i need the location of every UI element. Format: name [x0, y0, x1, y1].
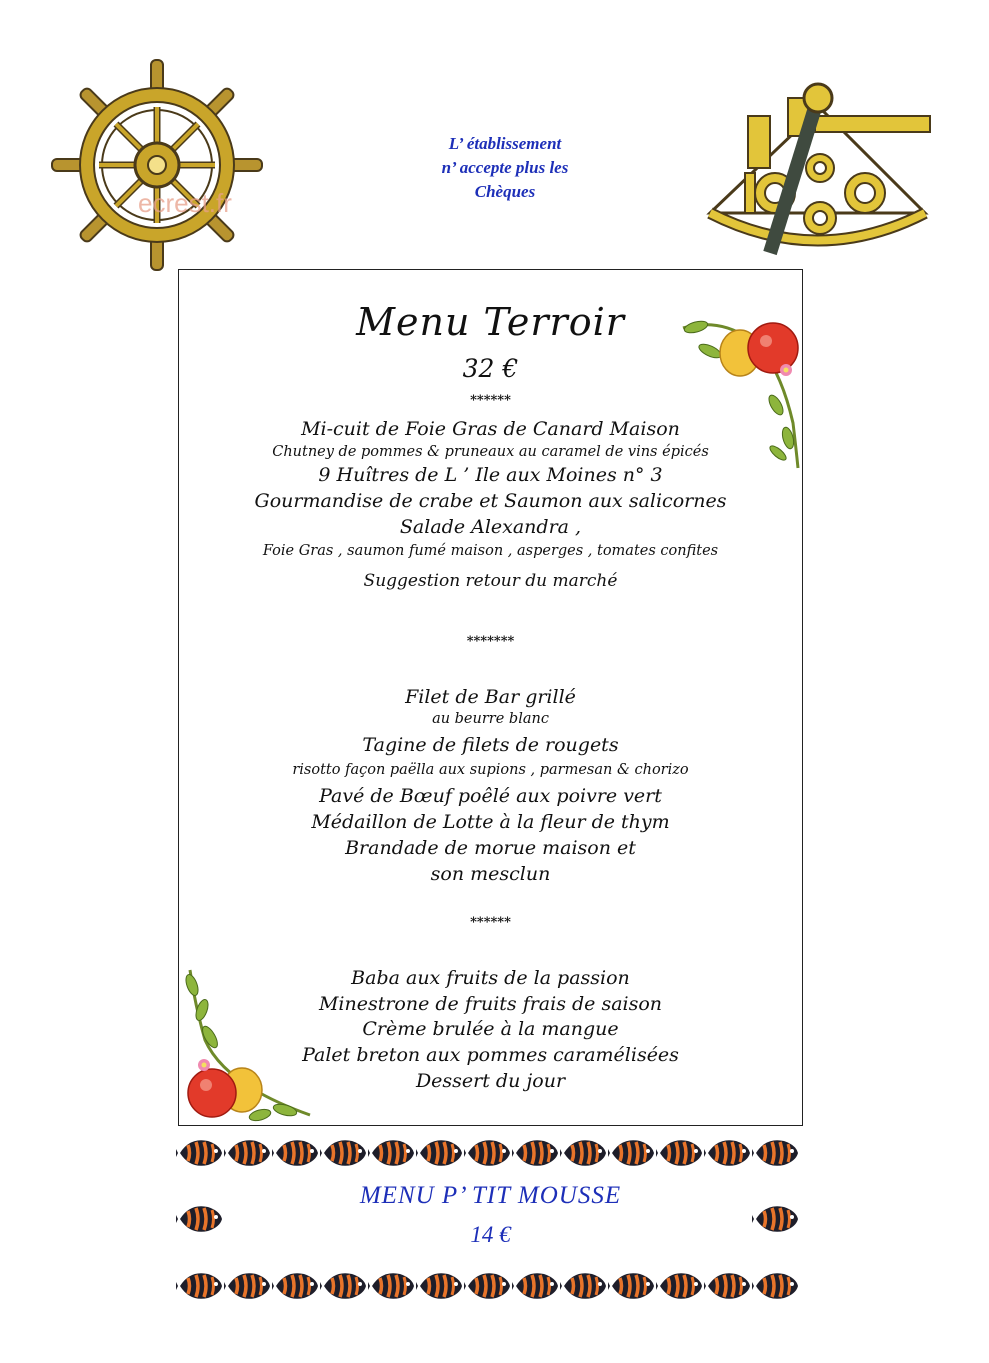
kids-menu-price: 14 €: [470, 1222, 511, 1247]
tropical-fish-icon: [656, 1268, 704, 1304]
tropical-fish-icon: [704, 1268, 752, 1304]
tropical-fish-icon: [560, 1135, 608, 1171]
tropical-fish-icon: [656, 1135, 704, 1171]
main-description: risotto façon paëlla aux supions , parmesan & chorizo: [292, 762, 689, 778]
main-item: son mesclun: [430, 863, 551, 885]
fish-border-top: [176, 1135, 800, 1171]
notice-line-3: Chèques: [474, 182, 536, 201]
starter-item: Mi-cuit de Foie Gras de Canard Maison: [301, 418, 680, 440]
tropical-fish-icon: [512, 1268, 560, 1304]
watermark: ecrest.fr: [138, 188, 232, 218]
tropical-fish-icon: [464, 1135, 512, 1171]
tropical-fish-icon: [416, 1268, 464, 1304]
kids-menu-title: MENU P’ TIT MOUSSE: [359, 1182, 622, 1209]
notice-line-1: L’ établissement: [448, 134, 562, 153]
main-item: Brandade de morue maison et: [345, 837, 636, 859]
main-item: Médaillon de Lotte à la fleur de thym: [311, 811, 670, 833]
tropical-fish-icon: [272, 1268, 320, 1304]
tropical-fish-icon: [704, 1135, 752, 1171]
starter-item: Salade Alexandra ,: [399, 516, 582, 538]
tropical-fish-icon: [368, 1135, 416, 1171]
tropical-fish-icon: [608, 1268, 656, 1304]
dessert-item: Baba aux fruits de la passion: [351, 967, 630, 989]
tropical-fish-icon: [464, 1268, 512, 1304]
separator: *******: [466, 634, 515, 649]
tropical-fish-icon: [176, 1268, 224, 1304]
dessert-item: Palet breton aux pommes caramélisées: [302, 1044, 679, 1066]
tropical-fish-icon: [272, 1135, 320, 1171]
notice-line-2: n’ accepte plus les: [441, 158, 569, 177]
starter-item: Suggestion retour du marché: [363, 571, 618, 591]
tropical-fish-icon: [560, 1268, 608, 1304]
payment-notice: [380, 132, 630, 204]
main-item: Filet de Bar grillé: [405, 686, 576, 708]
main-item: Tagine de filets de rougets: [362, 734, 619, 756]
dessert-item: Crème brulée à la mangue: [362, 1018, 619, 1040]
starter-item: Gourmandise de crabe et Saumon aux salicornes: [254, 490, 727, 512]
tropical-fish-icon: [224, 1135, 272, 1171]
sextant-icon: [700, 78, 935, 268]
tropical-fish-icon: [512, 1135, 560, 1171]
tropical-fish-icon: [320, 1135, 368, 1171]
main-item: Pavé de Bœuf poêlé aux poivre vert: [319, 785, 662, 807]
dessert-item: Minestrone de fruits frais de saison: [318, 993, 663, 1015]
main-description: au beurre blanc: [432, 711, 549, 727]
tropical-fish-icon: [320, 1268, 368, 1304]
dessert-item: Dessert du jour: [415, 1070, 566, 1092]
separator: ******: [470, 393, 511, 408]
fish-border-bottom: [176, 1268, 800, 1304]
tropical-fish-icon: [368, 1268, 416, 1304]
tropical-fish-icon: [416, 1135, 464, 1171]
menu-price: 32 €: [462, 354, 519, 383]
tropical-fish-icon: [608, 1135, 656, 1171]
starter-description: Chutney de pommes & pruneaux au caramel de vins épicés: [272, 444, 709, 460]
starter-item: 9 Huîtres de L ’ Ile aux Moines n° 3: [318, 464, 663, 486]
tropical-fish-icon: [224, 1268, 272, 1304]
separator: ******: [470, 915, 511, 930]
menu-title: Menu Terroir: [356, 300, 625, 344]
tropical-fish-icon: [176, 1135, 224, 1171]
tropical-fish-icon: [752, 1268, 800, 1304]
ship-wheel-icon: [50, 58, 265, 273]
starter-description: Foie Gras , saumon fumé maison , asperges , tomates confites: [262, 543, 719, 559]
tropical-fish-icon: [752, 1135, 800, 1171]
